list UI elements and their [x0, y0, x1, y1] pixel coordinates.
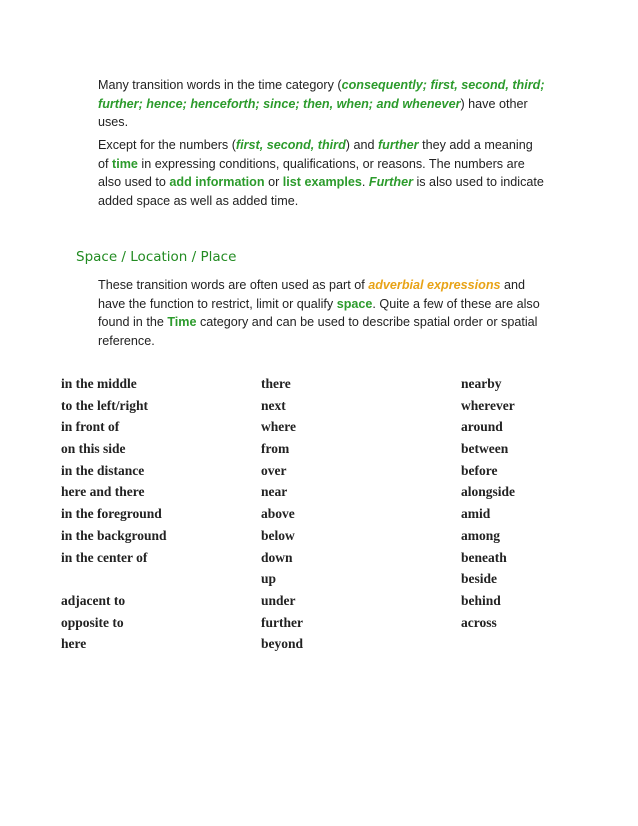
text-run: category and can be used to describe spatial order or spatial reference.	[98, 315, 538, 348]
word-row	[61, 481, 601, 503]
word-row	[61, 568, 601, 590]
text-run: and have the function to restrict, limit or qualify	[98, 278, 526, 311]
word-cell: between	[461, 441, 509, 457]
word-cell: adjacent to	[61, 592, 126, 608]
paragraph-space-intro	[98, 276, 546, 350]
word-cell: beneath	[461, 549, 507, 565]
word-cell: here and there	[61, 484, 145, 500]
word-cell: among	[461, 527, 501, 543]
word-row	[61, 438, 601, 460]
word-row	[61, 416, 601, 438]
text-run: These transition words are often used as part of	[98, 278, 369, 292]
text-run: ) have other uses.	[98, 96, 528, 129]
word-cell: in front of	[61, 419, 120, 435]
highlighted-term: adverbial expressions	[368, 278, 501, 292]
word-cell: across	[461, 614, 497, 630]
text-run: . Quite a few of these are also found in the	[98, 296, 540, 329]
word-cell: above	[261, 506, 295, 522]
word-cell: on this side	[61, 441, 126, 457]
word-cell: there	[261, 376, 291, 391]
word-cell: down	[261, 549, 293, 565]
highlighted-term: first, second, third	[235, 138, 346, 152]
word-cell: in the distance	[61, 462, 145, 478]
word-cell: in the center of	[61, 549, 148, 565]
word-row	[61, 503, 601, 525]
word-cell: before	[461, 462, 498, 478]
word-cell: near	[261, 484, 288, 500]
word-cell: to the left/right	[61, 397, 148, 413]
word-cell: next	[261, 397, 286, 413]
text-run: or	[264, 175, 283, 189]
text-run: in expressing conditions, qualifications, or reasons. The numbers are also used to	[98, 156, 525, 189]
word-cell: amid	[461, 506, 491, 522]
text-run: is also used to indicate added space as well as added time.	[98, 175, 544, 208]
word-row	[61, 590, 601, 612]
word-row	[61, 612, 601, 634]
word-cell: under	[261, 592, 296, 608]
text-run: Many transition words in the time category (	[98, 78, 342, 92]
word-cell: where	[261, 419, 296, 435]
word-row	[61, 547, 601, 569]
highlighted-term: add information	[169, 175, 265, 189]
highlighted-term: Further	[368, 175, 413, 189]
word-row	[61, 525, 601, 547]
word-row	[61, 373, 601, 395]
section-heading: Space / Location / Place	[76, 249, 237, 265]
word-row	[61, 395, 601, 417]
word-cell: further	[261, 614, 303, 630]
text-run: ) and	[345, 138, 378, 152]
word-cell: alongside	[461, 484, 516, 500]
paragraph-numbers-further	[98, 136, 546, 210]
word-cell: in the middle	[61, 376, 137, 391]
word-cell: beside	[461, 571, 498, 587]
highlighted-term: Time	[167, 315, 197, 329]
highlighted-term: consequently; first, second, third; further; hence; henceforth; since; then, when; and whenever	[98, 78, 545, 111]
highlighted-term: list examples	[282, 175, 362, 189]
highlighted-term: further	[377, 138, 419, 152]
word-cell: behind	[461, 592, 501, 608]
word-cell: in the background	[61, 527, 167, 543]
text-run: .	[361, 175, 369, 189]
word-cell: in the foreground	[61, 506, 162, 522]
highlighted-term: space	[336, 296, 373, 311]
word-cell: beyond	[261, 636, 304, 652]
paragraph-time-uses	[98, 76, 546, 132]
word-cell: wherever	[461, 397, 515, 413]
word-cell: below	[261, 527, 295, 543]
text-run: they add a meaning of	[98, 138, 533, 171]
word-cell: up	[261, 571, 277, 587]
word-cell: around	[461, 419, 503, 435]
word-cell: here	[61, 636, 87, 652]
word-table	[61, 373, 601, 655]
text-run: Except for the numbers (	[98, 138, 236, 152]
highlighted-term: time	[112, 156, 138, 171]
word-cell: from	[261, 441, 290, 457]
word-row	[61, 633, 601, 655]
word-cell: opposite to	[61, 614, 124, 630]
word-row	[61, 460, 601, 482]
word-cell: nearby	[461, 376, 502, 391]
word-cell: over	[261, 462, 287, 478]
